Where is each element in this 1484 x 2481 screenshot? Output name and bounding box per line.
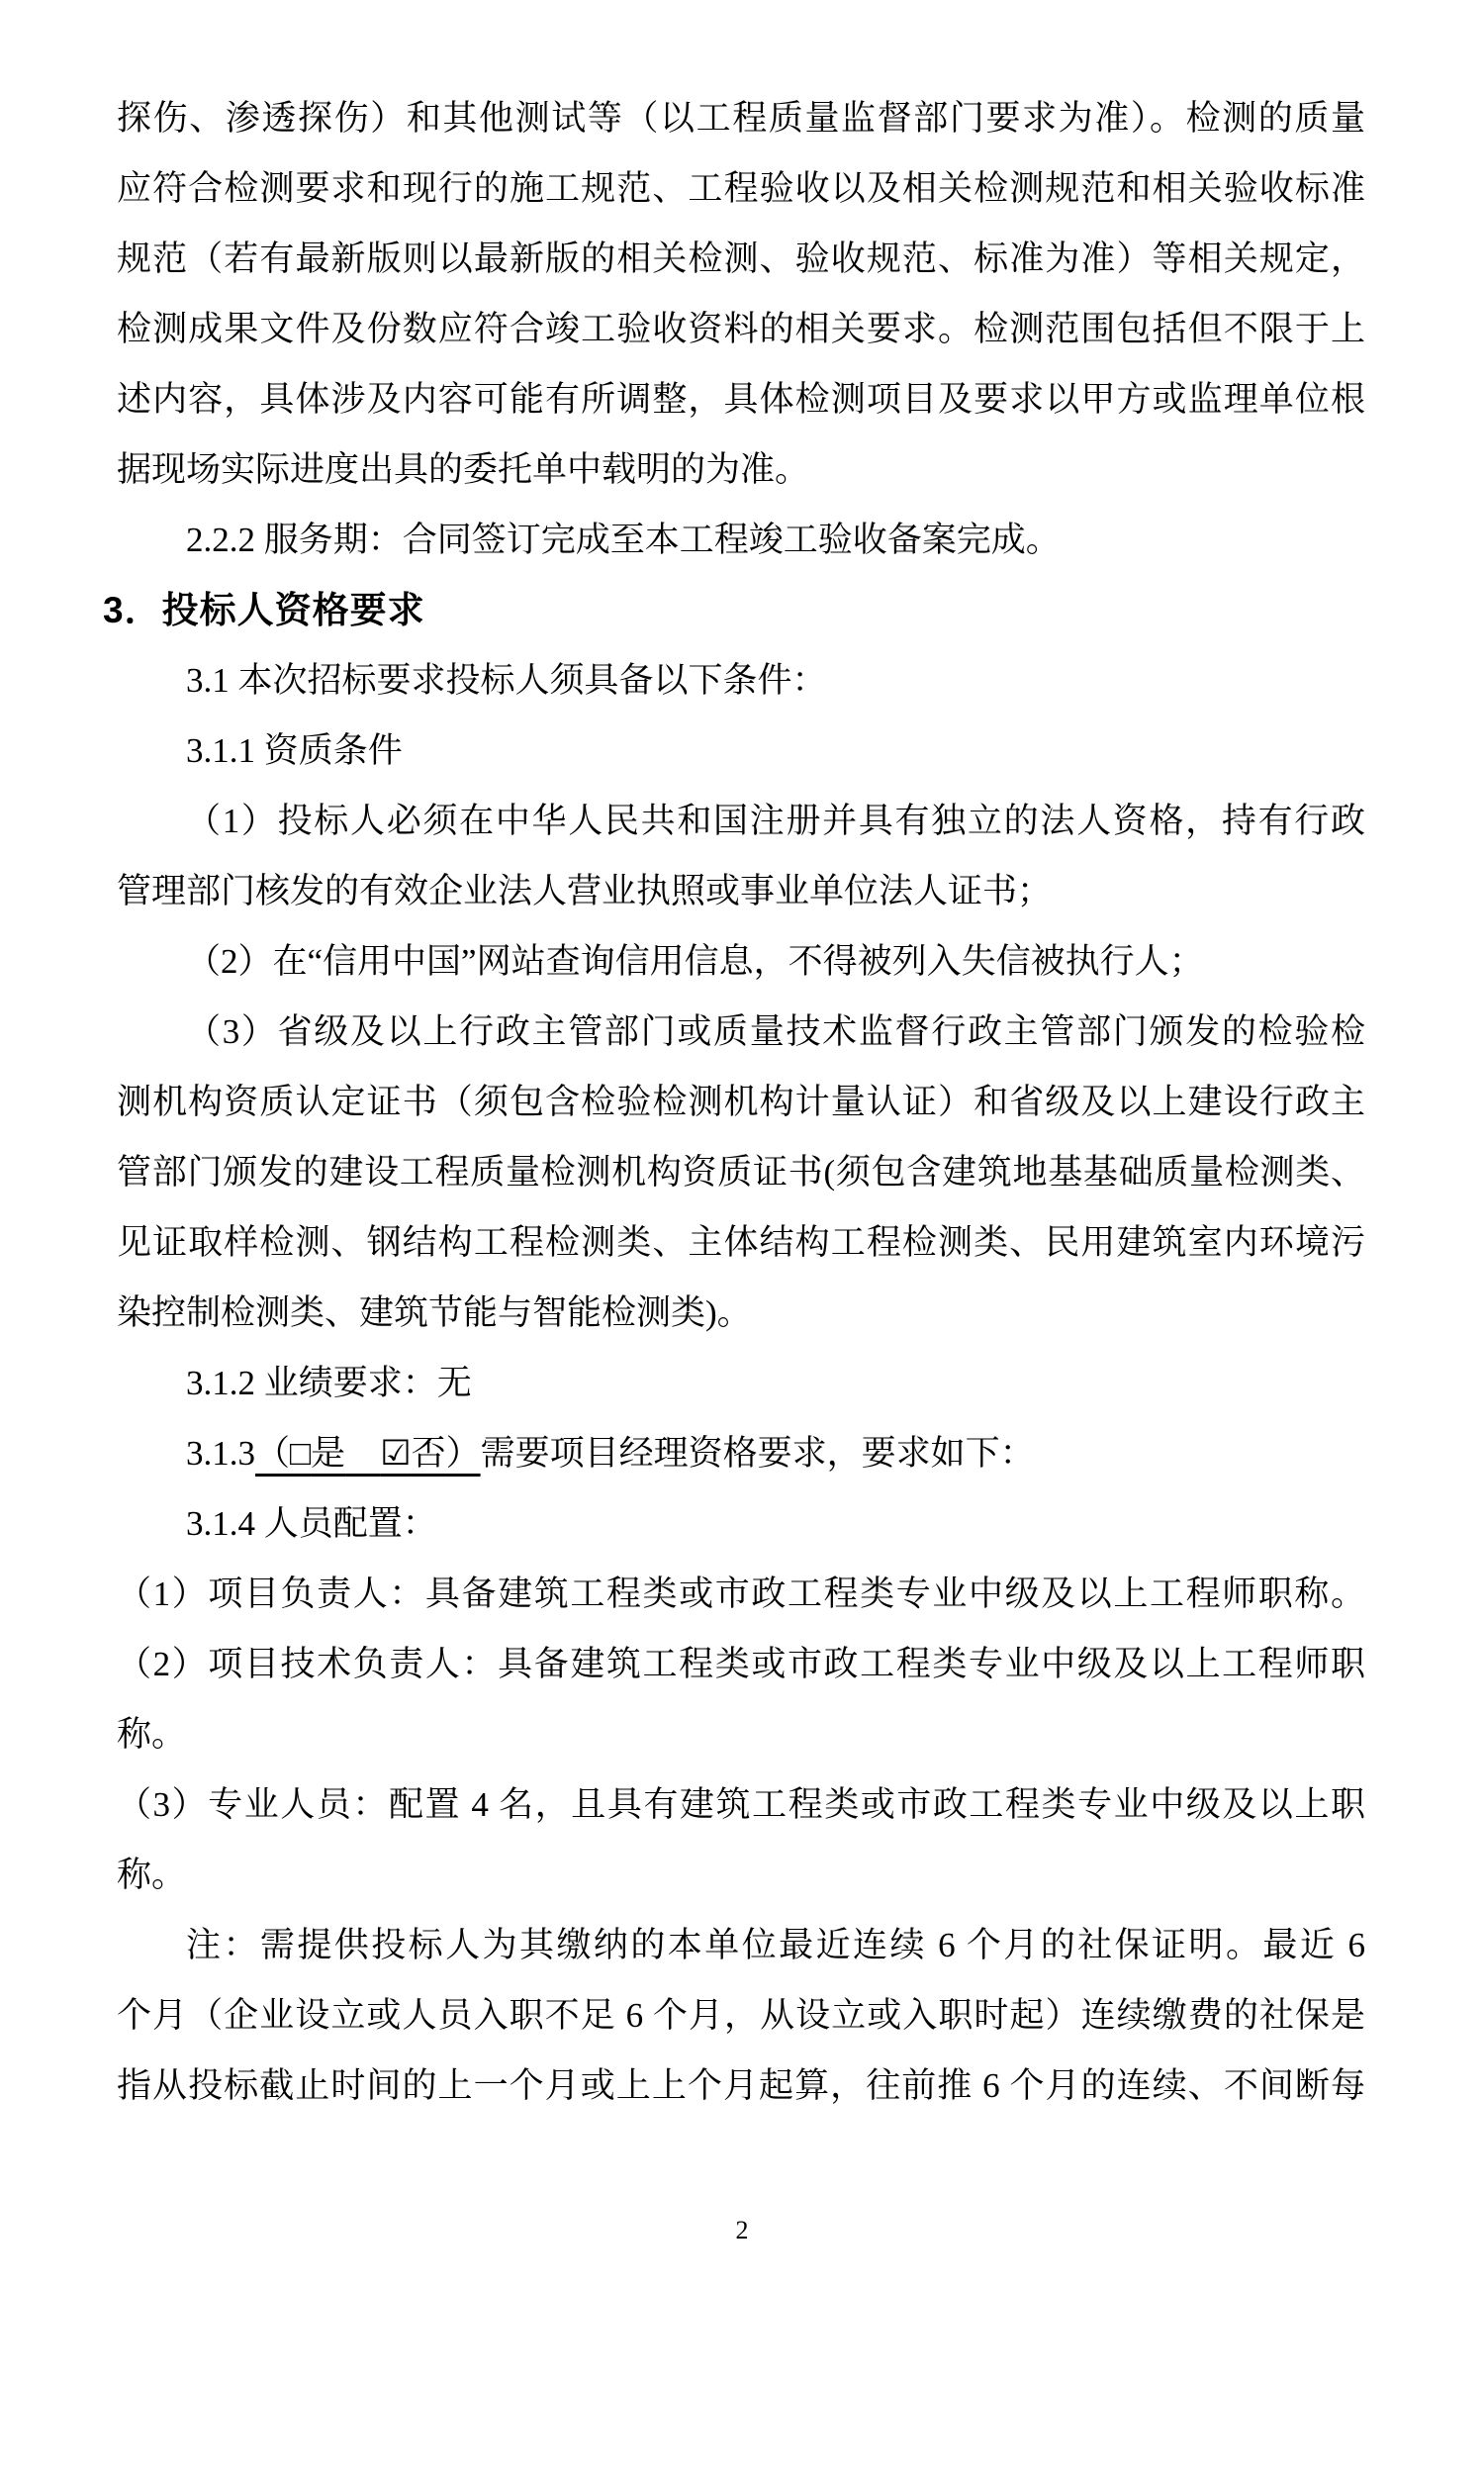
qualification-item-1-line: （1）投标人必须在中华人民共和国注册并具有独立的法人资格，持有行政	[186, 802, 1365, 840]
note-line: 指从投标截止时间的上一个月或上上个月起算，往前推 6 个月的连续、不间断每	[117, 2066, 1365, 2105]
checkbox-yes-unchecked-icon: □	[290, 1434, 312, 1473]
qualification-item-2-line: （2）在“信用中国”网站查询信用信息，不得被列入失信被执行人；	[186, 942, 1204, 981]
paragraph-line: 规范（若有最新版则以最新版的相关检测、验收规范、标准为准）等相关规定，	[117, 239, 1365, 278]
qualification-item-3-line: 见证取样检测、钢结构工程检测类、主体结构工程检测类、民用建筑室内环境污	[117, 1223, 1365, 1262]
line-3-1-3-project-manager-requirement	[117, 1418, 1365, 1488]
page-number: 2	[735, 2216, 749, 2244]
checkbox-gap	[345, 1434, 380, 1473]
line-3-1-1-qualification: 3.1.1 资质条件	[186, 731, 403, 770]
line-3-1-2-performance: 3.1.2 业绩要求：无	[186, 1364, 472, 1402]
line-3-1-conditions: 3.1 本次招标要求投标人须具备以下条件：	[186, 661, 827, 700]
qualification-item-3-line: 染控制检测类、建筑节能与智能检测类)。	[117, 1293, 752, 1332]
paragraph-line: 检测成果文件及份数应符合竣工验收资料的相关要求。检测范围包括但不限于上	[117, 310, 1365, 348]
note-line: 注：需提供投标人为其缴纳的本单位最近连续 6 个月的社保证明。最近 6	[186, 1926, 1365, 1964]
yes-label: 是	[311, 1434, 346, 1473]
paragraph-line: 据现场实际进度出具的委托单中载明的为准。	[117, 450, 810, 489]
checkbox-no-checked-icon: ☑	[380, 1434, 412, 1473]
line-2-2-2-service-period: 2.2.2 服务期：合同签订完成至本工程竣工验收备案完成。	[186, 521, 1061, 559]
note-line: 个月（企业设立或人员入职不足 6 个月，从设立或入职时起）连续缴费的社保是	[117, 1996, 1365, 2035]
document-body	[103, 83, 1365, 2121]
staffing-item-1-line: （1）项目负责人：具备建筑工程类或市政工程类专业中级及以上工程师职称。	[117, 1574, 1365, 1613]
qualification-item-3-line: 管部门颁发的建设工程质量检测机构资质证书(须包含建筑地基基础质量检测类、	[117, 1153, 1365, 1192]
qualification-item-3-line: 测机构资质认定证书（须包含检验检测机构计量认证）和省级及以上建设行政主	[117, 1083, 1365, 1121]
line-3-1-3-text: 需要项目经理资格要求，要求如下：	[480, 1434, 1035, 1473]
no-label: 否	[411, 1434, 446, 1473]
qualification-item-1-line: 管理部门核发的有效企业法人营业执照或事业单位法人证书；	[117, 872, 1053, 910]
yes-no-choice	[255, 1434, 481, 1473]
close-paren: ）	[445, 1434, 481, 1473]
paragraph-line: 探伤、渗透探伤）和其他测试等（以工程质量监督部门要求为准）。检测的质量	[117, 99, 1365, 138]
staffing-item-2-line: （2）项目技术负责人：具备建筑工程类或市政工程类专业中级及以上工程师职	[117, 1645, 1365, 1683]
staffing-item-3-line: （3）专业人员：配置 4 名，且具有建筑工程类或市政工程类专业中级及以上职	[117, 1785, 1365, 1824]
paragraph-line: 应符合检测要求和现行的施工规范、工程验收以及相关检测规范和相关验收标准	[117, 169, 1365, 208]
open-paren: （	[255, 1434, 291, 1473]
line-3-1-4-staffing: 3.1.4 人员配置：	[186, 1504, 437, 1543]
section-3-heading: 3．投标人资格要求	[103, 590, 425, 630]
staffing-item-3-line: 称。	[117, 1856, 187, 1894]
staffing-item-2-line: 称。	[117, 1715, 187, 1754]
paragraph-line: 述内容，具体涉及内容可能有所调整，具体检测项目及要求以甲方或监理单位根	[117, 380, 1365, 419]
qualification-item-3-line: （3）省级及以上行政主管部门或质量技术监督行政主管部门颁发的检验检	[186, 1012, 1365, 1051]
line-3-1-3-number: 3.1.3	[186, 1434, 255, 1473]
